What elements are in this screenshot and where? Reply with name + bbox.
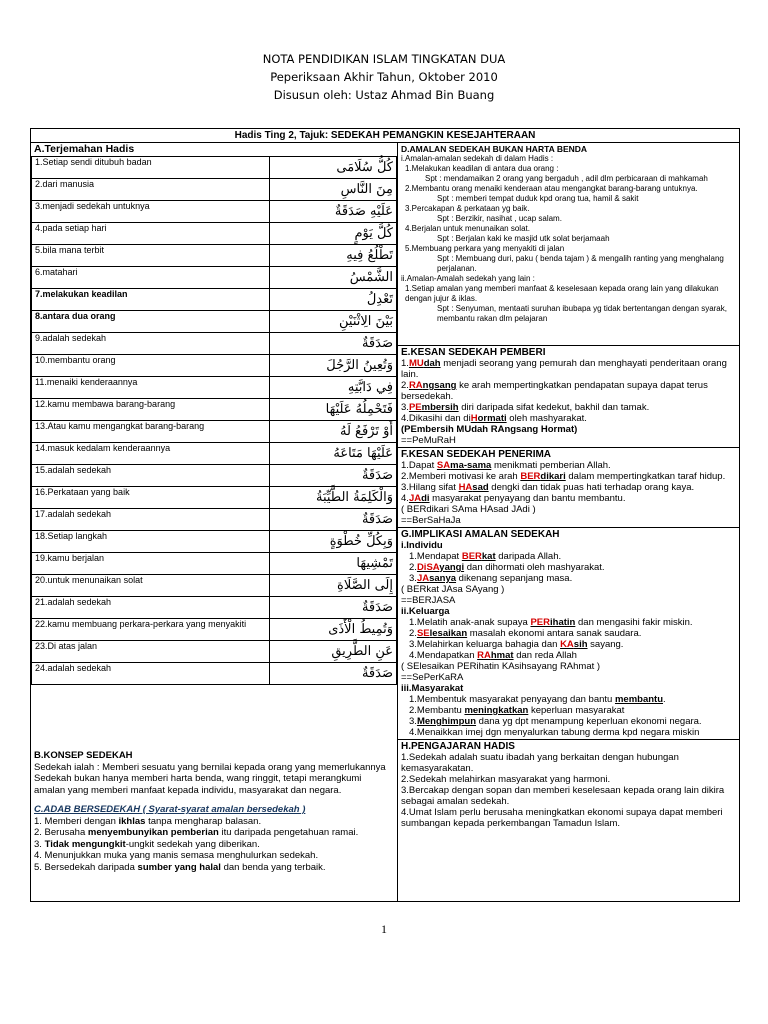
individu-item-keyword [462, 551, 496, 562]
individu-summary: ( BERkat JAsa SAyang ) [401, 584, 505, 595]
pemberi-item-letters: MU [408, 358, 424, 369]
penerima-summary: ( BERdikari SAma HAsad JAdi ) [401, 504, 536, 515]
individu-item-letters: JA [416, 573, 430, 584]
penerima-item-text: dalam mempertingkatkan taraf hidup. [565, 471, 726, 482]
penerima-item-text: 4. [401, 493, 409, 504]
masyarakat-text: . [663, 694, 666, 705]
hadis-translation: 9.adalah sedekah [32, 333, 270, 355]
hadis-row [32, 465, 397, 487]
penerima-item-text: dengki dan tidak puas hati terhadap orang kaya. [488, 482, 695, 493]
adab-text: 2. Berusaha [34, 827, 88, 838]
hadis-row [32, 597, 397, 619]
hadis-arabic: بَيْنَ الِاثْنَيْنِ [270, 311, 397, 333]
penerima-item-text: 2.Memberi motivasi ke arah [401, 471, 521, 482]
masyarakat-text: 3. [409, 716, 417, 727]
penerima-item [401, 471, 736, 482]
individu-item-rest: kat [481, 551, 496, 562]
masyarakat-text: dana yg dpt menampung keperluan ekonomi negara. [476, 716, 702, 727]
hadis-arabic: إِلَى الصَّلَاةِ [270, 575, 397, 597]
pemberi-item-text: diri daripada sifat kedekut, bakhil dan tamak. [458, 402, 650, 413]
adab-title: C.ADAB BERSEDEKAH ( Syarat-syarat amalan bersedekah ) [34, 804, 306, 815]
keluarga-item [401, 639, 736, 650]
hadis-row [32, 399, 397, 421]
hadis-arabic: صَدَقَةٌ [270, 465, 397, 487]
pemberi-item-text: 2. [401, 380, 409, 391]
hadis-arabic: صَدَقَةٌ [270, 509, 397, 531]
masyarakat-text: keperluan masyarakat [528, 705, 625, 716]
pengajaran-title: H.PENGAJARAN HADIS [401, 741, 515, 752]
hadis-row [32, 377, 397, 399]
individu-item-keyword [417, 573, 456, 584]
pemberi-item-rest: mbersih [421, 402, 459, 413]
penerima-item-rest: ma-sama [450, 460, 492, 471]
hadis-row [32, 641, 397, 663]
keluarga-item-text: 1.Melatih anak-anak supaya [409, 617, 531, 628]
keluarga-item [401, 650, 736, 661]
hadis-translation: 2.dari manusia [32, 179, 270, 201]
adab-text: dan benda yang terbaik. [220, 861, 326, 873]
pemberi-item [401, 402, 736, 413]
penerima-title: F.KESAN SEDEKAH PENERIMA [401, 449, 552, 460]
pengajaran-item: 1.Sedekah adalah suatu ibadah yang berkaitan dengan hubungan kemasyarakatan. [401, 752, 679, 774]
hadis-row [32, 245, 397, 267]
hadis-arabic: وَبِكُلِّ خُطْوَةٍ [270, 531, 397, 553]
amalan-item: 1.Setiap amalan yang memberi manfaat & keselesaan kepada orang lain yang dilakukan dengan jujur & iklas. [405, 284, 719, 303]
pemberi-item-keyword [409, 358, 441, 369]
hadis-translation: 10.membantu orang [32, 355, 270, 377]
hadis-arabic: صَدَقَةٌ [270, 663, 397, 685]
penerima-item-rest: dikari [540, 471, 566, 482]
adab-keyword: menyembunyikan pemberian [87, 827, 219, 838]
pemberi-item-text: menjadi seorang yang pemurah dan menghayati penderitaan orang lain. [401, 358, 727, 380]
keluarga-list [401, 617, 736, 661]
hadis-translation: 15.adalah sedekah [32, 465, 270, 487]
pemberi-item-text: 3. [401, 402, 409, 413]
amalan-i-list [401, 164, 736, 274]
penerima-item-keyword [520, 471, 565, 482]
pemberi-item [401, 380, 736, 402]
hadis-arabic: تَمْشِيهَا [270, 553, 397, 575]
penerima-item-text: 3.Hilang sifat [401, 482, 459, 493]
adab-item [34, 862, 394, 874]
hadis-translation: 14.masuk kedalam kenderaannya [32, 443, 270, 465]
keluarga-title: ii.Keluarga [401, 606, 450, 617]
hadis-arabic: مِنَ النَّاسِ [270, 179, 397, 201]
hadis-translation: 21.adalah sedekah [32, 597, 270, 619]
penerima-item [401, 460, 736, 471]
hadis-row [32, 553, 397, 575]
implikasi-section [398, 528, 739, 740]
hadis-arabic: صَدَقَةٌ [270, 333, 397, 355]
masyarakat-keyword: membantu [614, 694, 664, 705]
hadis-translation: 16.Perkataan yang baik [32, 487, 270, 509]
hadis-row [32, 619, 397, 641]
hadis-arabic: عَنِ الطَّرِيقِ [270, 641, 397, 663]
individu-item-text: 2. [409, 562, 417, 573]
adab-text: 5. Bersedekah daripada [34, 861, 138, 873]
penerima-item-rest: di [421, 493, 430, 504]
pengajaran-item: 2.Sedekah melahirkan masyarakat yang harmoni. [401, 774, 611, 785]
keluarga-item [401, 628, 736, 639]
amalan-item: Spt : Membuang duri, paku ( benda tajam ) & mengalih ranting yang menghalang perjalanan. [437, 254, 724, 273]
hadis-arabic: تَعْدِلُ [270, 289, 397, 311]
masyarakat-text: 4.Menaikkan imej dgn menyalurkan tabung derma kpd negara miskin [409, 727, 700, 738]
individu-item [401, 551, 736, 562]
right-column [398, 143, 739, 901]
pemberi-item-text: oleh mashyarakat. [506, 413, 587, 424]
penerima-item-letters: HA [458, 482, 473, 493]
masyarakat-list [401, 694, 736, 738]
pemberi-list [401, 358, 736, 424]
pemberi-acronym: ==PeMuRaH [401, 435, 456, 446]
hadis-arabic: الشَّمْسُ [270, 267, 397, 289]
hadis-translation: 1.Setiap sendi ditubuh badan [32, 157, 270, 179]
hadis-translation: 18.Setiap langkah [32, 531, 270, 553]
amalan-item: Spt : memberi tempat duduk kpd orang tua, hamil & sakit [437, 194, 639, 203]
adab-text: 4. Menunjukkan muka yang manis semasa menghulurkan sedekah. [34, 850, 319, 861]
keluarga-summary: ( SElesaikan PERihatin KAsihsayang RAhmat ) [401, 661, 601, 672]
hadis-translation: 3.menjadi sedekah untuknya [32, 201, 270, 223]
adab-keyword: ikhlas [118, 815, 146, 827]
hadis-row [32, 289, 397, 311]
adab-item [34, 839, 394, 851]
keluarga-item [401, 617, 736, 628]
masyarakat-item [401, 716, 736, 727]
pemberi-title: E.KESAN SEDEKAH PEMBERI [401, 347, 546, 358]
adab-keyword: sumber yang halal [137, 861, 221, 873]
keluarga-item-text: 2. [409, 628, 417, 639]
amalan-i-title: i.Amalan-amalan sedekah di dalam Hadis : [401, 154, 554, 163]
hadis-row [32, 201, 397, 223]
keluarga-item-keyword [417, 628, 467, 639]
penerima-item-letters: SA [436, 460, 451, 471]
hadis-translation: 17.adalah sedekah [32, 509, 270, 531]
pemberi-item-rest: ngsang [422, 380, 457, 391]
hadis-row [32, 421, 397, 443]
keluarga-item-text: sayang. [587, 639, 624, 650]
hadis-translation: 7.melakukan keadilan [32, 289, 270, 311]
individu-item-rest: yangi [439, 562, 465, 573]
hadis-arabic: صَدَقَةٌ [270, 597, 397, 619]
hadis-row [32, 223, 397, 245]
hadis-translation: 11.menaiki kenderaannya [32, 377, 270, 399]
amalan-item: 3.Percakapan & perkataan yg baik. [405, 204, 530, 213]
keluarga-item-text: masalah ekonomi antara sanak saudara. [467, 628, 642, 639]
pemberi-item-text: 1. [401, 358, 409, 369]
masyarakat-item [401, 694, 736, 705]
pemberi-item-text: 4.Dikasihi dan di [401, 413, 471, 424]
hadis-row [32, 443, 397, 465]
hadis-row [32, 487, 397, 509]
hadis-arabic: فَتَحْمِلُهُ عَلَيْهَا [270, 399, 397, 421]
individu-item-rest: sanya [429, 573, 457, 584]
hadis-arabic: فِي دَابَّتِهِ [270, 377, 397, 399]
adab-text: 3. [34, 838, 45, 850]
pemberi-item-keyword [409, 402, 459, 413]
hadis-translation: 20.untuk menunaikan solat [32, 575, 270, 597]
individu-item-text: 1.Mendapat [409, 551, 462, 562]
amalan-ii-list [401, 284, 736, 324]
penerima-item-text: menikmati pemberian Allah. [491, 460, 611, 471]
individu-item [401, 573, 736, 584]
individu-item [401, 562, 736, 573]
keluarga-item-letters: SE [416, 628, 430, 639]
masyarakat-keyword: Menghimpun [416, 716, 477, 727]
hadis-arabic: وَتُعِينُ الرَّجُلَ [270, 355, 397, 377]
left-column [31, 143, 398, 901]
hadis-translation: 12.kamu membawa barang-barang [32, 399, 270, 421]
header-author: Disusun oleh: Ustaz Ahmad Bin Buang [273, 88, 495, 102]
individu-item-text: dan dihormati oleh mashyarakat. [464, 562, 605, 573]
masyarakat-item [401, 705, 736, 716]
penerima-item [401, 482, 736, 493]
header-title: NOTA PENDIDIKAN ISLAM TINGKATAN DUA [262, 52, 506, 66]
pengajaran-section [398, 740, 739, 830]
hadis-row [32, 509, 397, 531]
pemberi-item [401, 413, 736, 424]
masyarakat-text: 2.Membantu [409, 705, 465, 716]
hadis-translation: 22.kamu membuang perkara-perkara yang menyakiti [32, 619, 270, 641]
pengajaran-item: 4.Umat Islam perlu berusaha meningkatkan ekonomi supaya dapat memberi sumbangan kepada perkembangan Tamadun Islam. [401, 807, 723, 829]
pemberi-item-keyword [409, 380, 457, 391]
konsep-section [31, 747, 397, 876]
individu-item-keyword [417, 562, 464, 573]
hadis-translation: 5.bila mana terbit [32, 245, 270, 267]
pemberi-item-rest: dah [423, 358, 441, 369]
hadis-row [32, 157, 397, 179]
amalan-item: Spt : Senyuman, mentaati suruhan ibubapa yg tidak bertentangan dengan syarak, membantu rakan dlm pelajaran [437, 304, 727, 323]
hadis-arabic: تَطْلُعُ فِيهِ [270, 245, 397, 267]
hadis-translation: 23.Di atas jalan [32, 641, 270, 663]
hadis-translation: 24.adalah sedekah [32, 663, 270, 685]
hadis-row [32, 179, 397, 201]
masyarakat-text: 1.Membentuk masyarakat penyayang dan bantu [409, 694, 615, 705]
individu-item-letters: BER [461, 551, 482, 562]
amalan-item: Spt : Berjalan kaki ke masjid utk solat berjamaah [437, 234, 610, 243]
keluarga-item-text: 3.Melahirkan keluarga bahagia dan [409, 639, 561, 650]
header-exam: Peperiksaan Akhir Tahun, Oktober 2010 [270, 70, 498, 84]
hadis-translation: 8.antara dua orang [32, 311, 270, 333]
page-number: 1 [381, 922, 387, 936]
pemberi-item [401, 358, 736, 380]
pemberi-item-letters: RA [408, 380, 423, 391]
keluarga-item-rest: ihatin [550, 617, 576, 628]
amalan-item: 1.Melakukan keadilan di antara dua orang : [405, 164, 559, 173]
notes-sheet [30, 128, 740, 902]
amalan-item: Spt : mendamaikan 2 orang yang bergaduh , adil dlm perbicaraan di mahkamah [425, 174, 708, 183]
adab-text: -ungkit sedekah yang diberikan. [125, 838, 260, 850]
keluarga-item-rest: hmat [490, 650, 514, 661]
hadis-translation: 19.kamu berjalan [32, 553, 270, 575]
individu-acronym: ==BERJASA [401, 595, 456, 606]
pemberi-item-letters: H [470, 413, 478, 424]
masyarakat-keyword: meningkatkan [464, 705, 529, 716]
masyarakat-item [401, 727, 736, 738]
hadis-arabic: كُلُّ سُلَامَى [270, 157, 397, 179]
individu-item-letters: DiSA [416, 562, 440, 573]
individu-list [401, 551, 736, 584]
adab-item [34, 850, 394, 862]
keluarga-acronym: ==SePerKaRA [401, 672, 464, 683]
keluarga-item-keyword [477, 650, 513, 661]
amalan-item: Spt : Berzikir, nasihat , ucap salam. [437, 214, 562, 223]
pemberi-item-letters: PE [408, 402, 422, 413]
hadis-table [31, 156, 397, 685]
hadis-arabic: وَالْكَلِمَةُ الطَّيِّبَةُ [270, 487, 397, 509]
topic-line: Hadis Ting 2, Tajuk: SEDEKAH PEMANGKIN KESEJAHTERAAN [31, 129, 739, 143]
terjemahan-title: A.Terjemahan Hadis [34, 143, 135, 155]
pengajaran-item: 3.Bercakap dengan sopan dan memberi keselesaan kepada orang lain dikira sebagai amalan sedekah. [401, 785, 725, 807]
hadis-row [32, 531, 397, 553]
hadis-translation: 6.matahari [32, 267, 270, 289]
keluarga-item-text: dan mengasihi fakir miskin. [575, 617, 693, 628]
konsep-title: B.KONSEP SEDEKAH [34, 750, 133, 761]
keluarga-item-keyword [560, 639, 587, 650]
pengajaran-list [401, 752, 736, 829]
keluarga-item-letters: RA [477, 650, 491, 661]
hadis-row [32, 575, 397, 597]
konsep-p1: Sedekah ialah : Memberi sesuatu yang bernilai kepada orang yang memerlukannya [34, 761, 386, 773]
pemberi-item-text: ke arah mempertingkatkan pendapatan supaya dapat terus bersedekah. [401, 380, 708, 402]
keluarga-item-letters: KA [560, 639, 574, 650]
penerima-list [401, 460, 736, 504]
amalan-item: 2.Membantu orang menaiki kenderaan atau mengangkat barang-barang untuknya. [405, 184, 698, 193]
hadis-translation: 13.Atau kamu mengangkat barang-barang [32, 421, 270, 443]
hadis-row [32, 333, 397, 355]
hadis-arabic: كُلَّ يَوْمٍ [270, 223, 397, 245]
keluarga-item-rest: lesaikan [429, 628, 468, 639]
hadis-arabic: أَوْ تَرْفَعُ لَهُ [270, 421, 397, 443]
amalan-item: 5.Membuang perkara yang menyakiti di jalan [405, 244, 565, 253]
pemberi-item-keyword [471, 413, 507, 424]
adab-item [34, 816, 394, 828]
masyarakat-title: iii.Masyarakat [401, 683, 464, 694]
penerima-item-keyword [437, 460, 491, 471]
adab-text: tanpa mengharap balasan. [145, 815, 262, 827]
adab-item [34, 827, 394, 839]
konsep-p2: Sedekah bukan hanya memberi harta benda, wang ringgit, tetapi merangkumi amalan yang memberi manfaat kepada individu, masyarakat dan negara. [34, 773, 362, 796]
adab-text: 1. Memberi dengan [34, 815, 119, 827]
penerima-section [398, 448, 739, 528]
hadis-arabic: وَتُمِيطُ الْأَذَى [270, 619, 397, 641]
amalan-section [398, 143, 739, 346]
penerima-item [401, 493, 736, 504]
amalan-item: 4.Berjalan untuk menunaikan solat. [405, 224, 530, 233]
individu-title: i.Individu [401, 540, 443, 551]
hadis-row [32, 311, 397, 333]
amalan-title: D.AMALAN SEDEKAH BUKAN HARTA BENDA [401, 144, 588, 154]
keluarga-item-text: dan reda Allah [513, 650, 577, 661]
amalan-ii-title: ii.Amalan-Amalah sedekah yang lain : [401, 274, 535, 283]
pemberi-section [398, 346, 739, 448]
hadis-row [32, 355, 397, 377]
penerima-item-text: 1.Dapat [401, 460, 437, 471]
penerima-item-rest: sad [472, 482, 489, 493]
individu-item-text: dikenang sepanjang masa. [456, 573, 573, 584]
penerima-item-text: masyarakat penyayang dan bantu membantu. [429, 493, 626, 504]
penerima-item-keyword [409, 493, 430, 504]
keluarga-item-keyword [530, 617, 575, 628]
hadis-arabic: عَلَيْهَا مَتَاعَهُ [270, 443, 397, 465]
hadis-row [32, 267, 397, 289]
hadis-row [32, 663, 397, 685]
adab-keyword: Tidak mengungkit [44, 838, 126, 850]
adab-text: itu daripada pengetahuan ramai. [218, 827, 359, 838]
penerima-acronym: ==BerSaHaJa [401, 515, 461, 526]
implikasi-title: G.IMPLIKASI AMALAN SEDEKAH [401, 529, 560, 540]
penerima-item-letters: JA [408, 493, 422, 504]
hadis-arabic: عَلَيْهِ صَدَقَةٌ [270, 201, 397, 223]
hadis-translation: 4.pada setiap hari [32, 223, 270, 245]
penerima-item-keyword [459, 482, 489, 493]
penerima-item-letters: BER [520, 471, 541, 482]
pemberi-item-rest: ormati [477, 413, 507, 424]
keluarga-item-rest: sih [573, 639, 588, 650]
keluarga-item-text: 4.Mendapatkan [409, 650, 478, 661]
individu-item-text: daripada Allah. [495, 551, 562, 562]
keluarga-item-letters: PER [530, 617, 551, 628]
adab-list [34, 816, 394, 874]
pemberi-summary: (PEmbersih MUdah RAngsang Hormat) [401, 424, 578, 435]
individu-item-text: 3. [409, 573, 417, 584]
